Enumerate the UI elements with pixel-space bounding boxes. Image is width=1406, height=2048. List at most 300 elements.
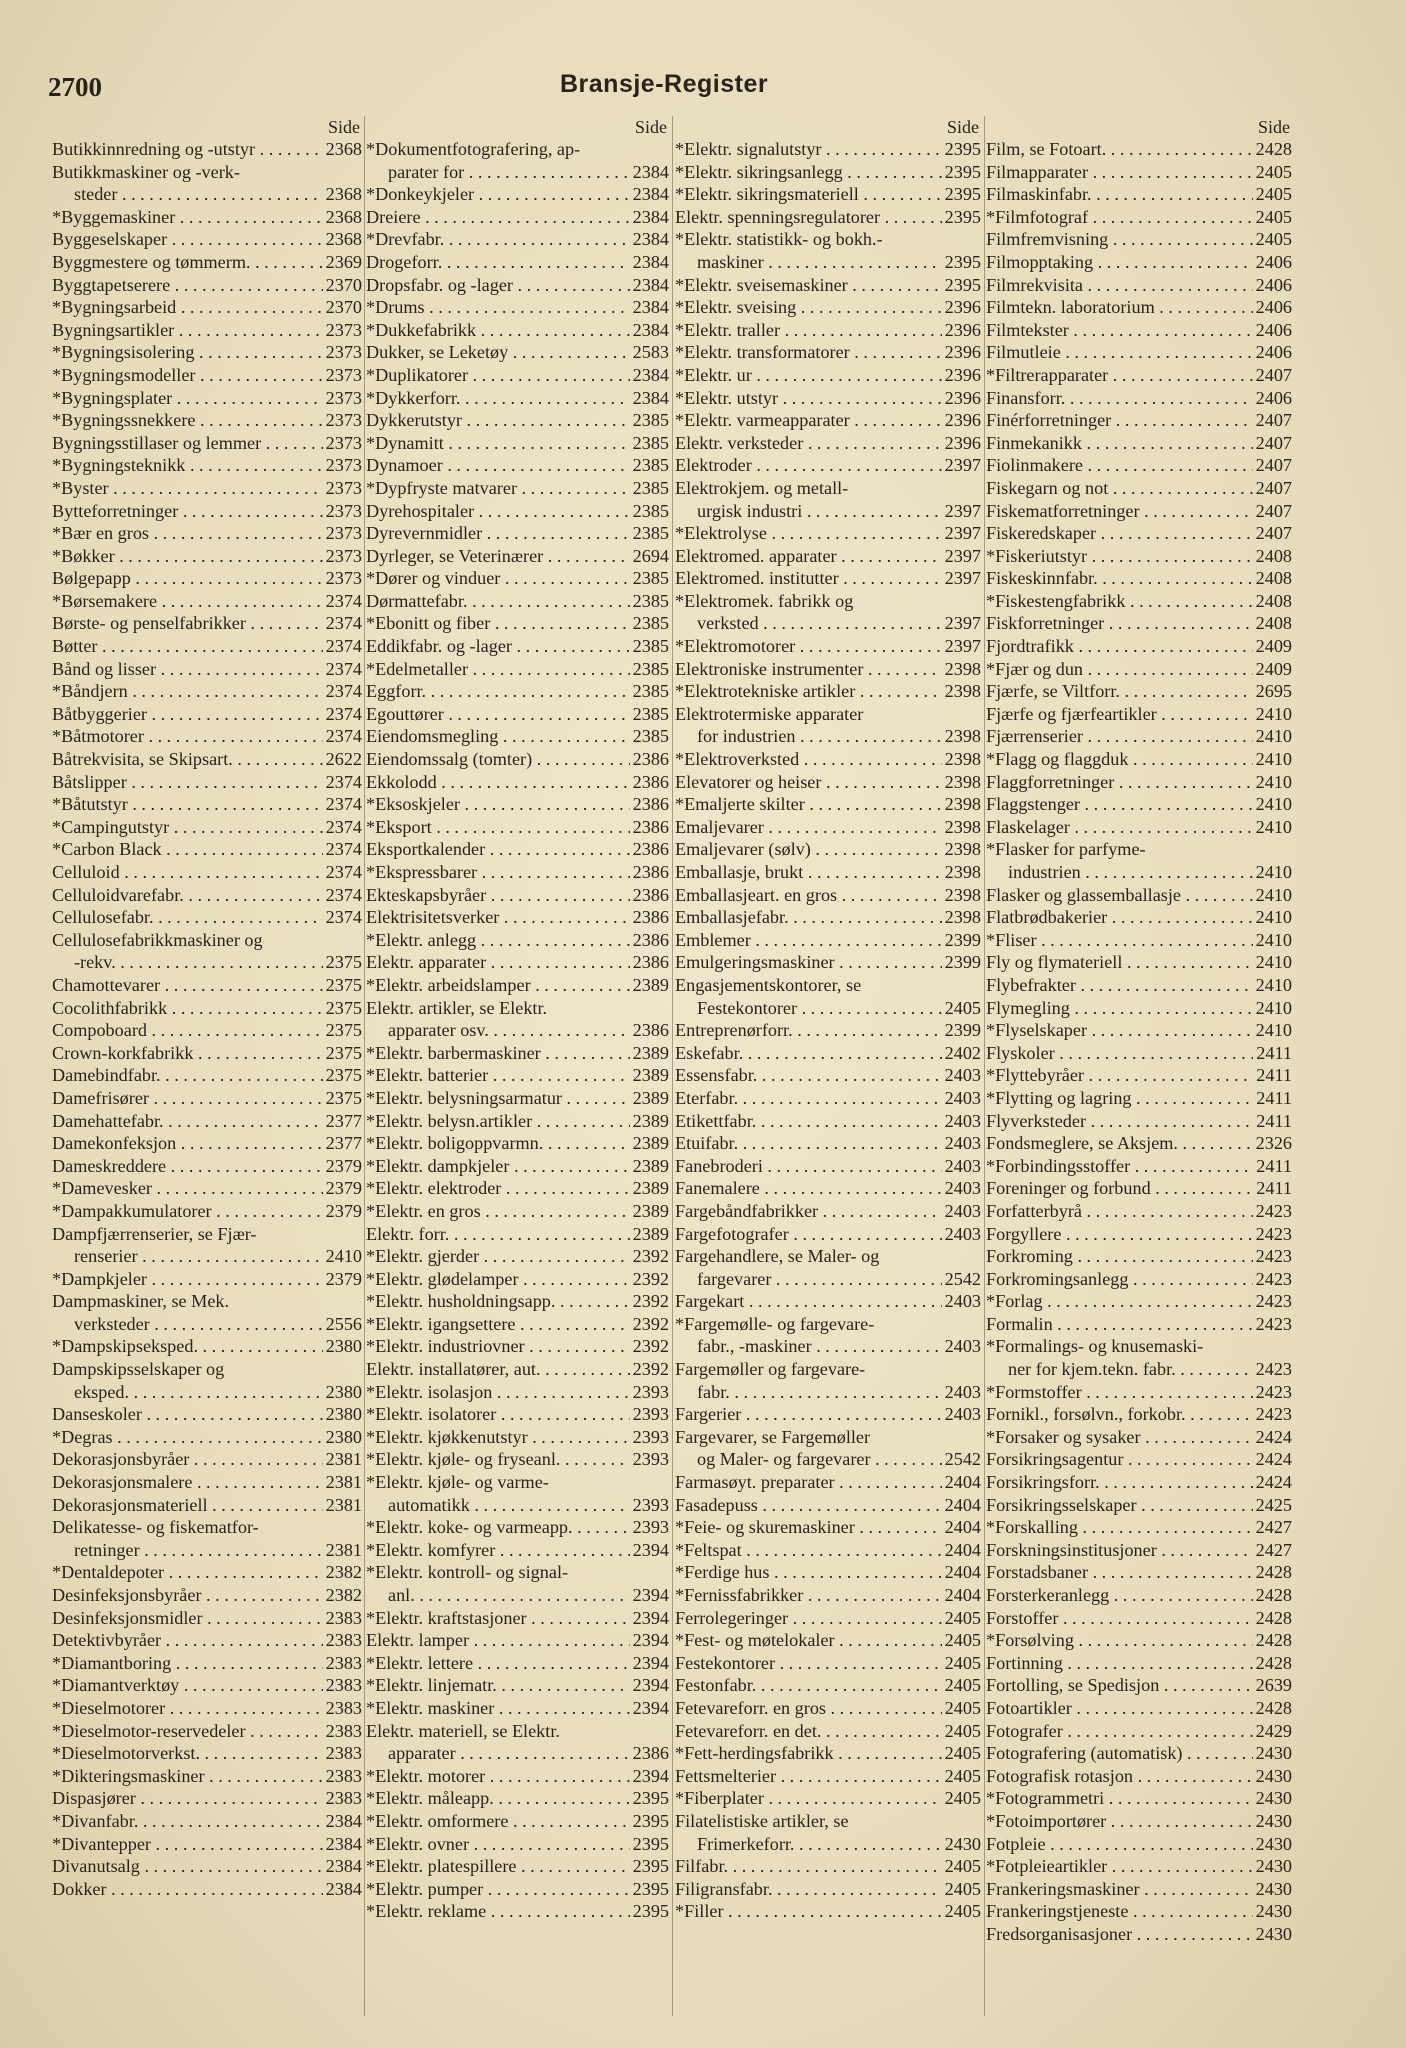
- index-entry: [986, 387, 1292, 410]
- entry-page: 2383: [325, 1720, 362, 1741]
- entry-page: 2405: [1255, 206, 1292, 227]
- entry-page: 2386: [632, 839, 669, 860]
- entry-name: Elektr. spenningsregulatorer . . .: [675, 206, 942, 229]
- entry-name: Fondsmeglere, se Aksjem. . . .: [986, 1132, 1253, 1155]
- entry-page: 2385: [632, 432, 669, 453]
- index-entry: [986, 1290, 1292, 1313]
- entry-page: 2368: [325, 139, 362, 159]
- index-entry: [52, 1426, 362, 1449]
- index-entry: [366, 612, 669, 635]
- entry-page: 2380: [325, 1426, 362, 1447]
- entry-name: *Elektr. koke- og varmeapp. . . .: [366, 1516, 630, 1539]
- entry-page: 2556: [325, 1313, 362, 1334]
- entry-name: *Elektromek. fabrikk og: [675, 590, 854, 611]
- index-entry: [366, 816, 669, 839]
- entry-page: 2423: [1255, 1200, 1292, 1221]
- entry-name: Dyrevernmidler . . .: [366, 522, 630, 545]
- entry-page: 2369: [325, 251, 362, 272]
- index-entry: [52, 906, 362, 929]
- entry-page: 2386: [632, 794, 669, 815]
- entry-page: 2395: [632, 1810, 669, 1831]
- entry-name: Emulgeringsmaskiner . . .: [675, 951, 942, 974]
- entry-page: 2542: [944, 1449, 981, 1470]
- entry-name: Bøtter . . .: [52, 635, 323, 658]
- entry-name: *Elektr. ovner . . .: [366, 1833, 630, 1856]
- entry-page: 2423: [1255, 1359, 1292, 1380]
- entry-page: 2428: [1255, 1607, 1292, 1628]
- side-column-header: Side: [327, 117, 360, 137]
- index-entry: [675, 658, 981, 681]
- index-entry: [986, 1810, 1292, 1833]
- index-entry: [986, 409, 1292, 432]
- entry-name: Etuifabr. . . .: [675, 1132, 942, 1155]
- entry-name: Fargerier . . .: [675, 1403, 942, 1426]
- index-entry: [52, 1403, 362, 1426]
- entry-page: 2374: [325, 907, 362, 928]
- index-entry: [52, 680, 362, 703]
- entry-page: 2403: [944, 1110, 981, 1131]
- entry-page: 2403: [944, 1200, 981, 1221]
- entry-name: Filmutleie . . .: [986, 341, 1253, 364]
- entry-name: *Elektr. batterier . . .: [366, 1064, 630, 1087]
- entry-name: *Ekspressbarer . . .: [366, 861, 630, 884]
- entry-name: Dispasjører . . .: [52, 1787, 323, 1810]
- entry-page: 2405: [944, 997, 981, 1018]
- index-entry: [675, 545, 981, 568]
- index-entry: [675, 364, 981, 387]
- entry-name: Fredsorganisasjoner . . .: [986, 1923, 1253, 1946]
- index-entry: [675, 1448, 981, 1471]
- entry-page: 2405: [1255, 184, 1292, 205]
- index-entry: [675, 138, 981, 161]
- index-entry: [52, 838, 362, 861]
- entry-name: *Feltspat . . .: [675, 1539, 942, 1562]
- entry-name: Cocolithfabrikk . . .: [52, 997, 323, 1020]
- index-entry: [366, 1855, 669, 1878]
- index-entry: [986, 635, 1292, 658]
- index-entry: [986, 1720, 1292, 1743]
- index-entry: [675, 477, 981, 500]
- entry-page: 2373: [325, 432, 362, 453]
- index-entry: [366, 1561, 669, 1584]
- entry-page: 2397: [944, 500, 981, 521]
- entry-name: *Elektr. omformere . . .: [366, 1810, 630, 1833]
- entry-name: Fortolling, se Spedisjon . . .: [986, 1674, 1253, 1697]
- index-entry: [366, 432, 669, 455]
- index-entry: [366, 1019, 669, 1042]
- entry-page: 2410: [1255, 884, 1292, 905]
- entry-page: 2370: [325, 274, 362, 295]
- index-entry: [675, 1720, 981, 1743]
- entry-page: 2386: [632, 929, 669, 950]
- index-entry: [675, 1426, 981, 1449]
- entry-name: *Eksport . . .: [366, 816, 630, 839]
- entry-name: *Elektr. belysn.artikler . . .: [366, 1110, 630, 1133]
- entry-name: Flyskoler . . .: [986, 1042, 1253, 1065]
- index-entry: [52, 500, 362, 523]
- entry-name: Bytteforretninger . . .: [52, 500, 323, 523]
- index-entry: [675, 793, 981, 816]
- entry-page: 2384: [632, 364, 669, 385]
- index-entry: [675, 1900, 981, 1923]
- index-entry: [675, 567, 981, 590]
- entry-name: *Elektr. barbermaskiner . . .: [366, 1042, 630, 1065]
- entry-page: 2385: [632, 636, 669, 657]
- entry-name: *Elektr. gjerder . . .: [366, 1245, 630, 1268]
- entry-page: 2428: [1255, 1652, 1292, 1673]
- entry-name: *Forsaker og sysaker . . .: [986, 1426, 1253, 1449]
- index-entry: [675, 341, 981, 364]
- index-entry: [986, 680, 1292, 703]
- index-entry: [366, 680, 669, 703]
- entry-name: *Dikteringsmaskiner . . .: [52, 1765, 323, 1788]
- index-entry: [675, 1833, 981, 1856]
- entry-page: 2394: [632, 1630, 669, 1651]
- entry-name: *Eksoskjeler . . .: [366, 793, 630, 816]
- index-entry: [675, 1539, 981, 1562]
- entry-name: Dropsfabr. og -lager . . .: [366, 274, 630, 297]
- entry-name: *Fernissfabrikker . . .: [675, 1584, 942, 1607]
- index-entry: [366, 138, 669, 161]
- index-entry: [986, 1042, 1292, 1065]
- entry-name: Festekontorer . . .: [675, 997, 942, 1020]
- entry-name: eksped. . . .: [52, 1381, 323, 1404]
- entry-page: 2409: [1255, 658, 1292, 679]
- entry-name: Dampskipsselskaper og: [52, 1359, 225, 1380]
- index-entry: [675, 1019, 981, 1042]
- index-entry: [52, 1787, 362, 1810]
- entry-page: 2398: [944, 658, 981, 679]
- index-entry: [52, 635, 362, 658]
- entry-name: Ekkolodd . . .: [366, 771, 630, 794]
- entry-page: 2423: [1255, 1223, 1292, 1244]
- entry-page: 2379: [325, 1155, 362, 1176]
- index-entry: [986, 545, 1292, 568]
- index-entry: [986, 183, 1292, 206]
- index-entry: [366, 1516, 669, 1539]
- index-entry: [986, 1787, 1292, 1810]
- entry-page: 2389: [632, 974, 669, 995]
- entry-page: 2404: [944, 1494, 981, 1515]
- index-entry: [366, 1697, 669, 1720]
- entry-page: 2385: [632, 703, 669, 724]
- entry-page: 2399: [944, 1020, 981, 1041]
- entry-page: 2374: [325, 703, 362, 724]
- index-entry: [675, 1200, 981, 1223]
- index-entry: [52, 1765, 362, 1788]
- entry-page: 2389: [632, 1065, 669, 1086]
- entry-name: Forstadsbaner . . .: [986, 1561, 1253, 1584]
- entry-page: 2386: [632, 884, 669, 905]
- entry-name: *Elektr. reklame . . .: [366, 1900, 630, 1923]
- index-entry: [986, 1223, 1292, 1246]
- index-entry: [986, 929, 1292, 952]
- entry-page: 2423: [1255, 1268, 1292, 1289]
- entry-page: 2381: [325, 1449, 362, 1470]
- entry-name: -rekv. . . .: [52, 951, 323, 974]
- index-entry: [675, 1358, 981, 1381]
- entry-page: 2386: [632, 816, 669, 837]
- index-entry: [366, 1110, 669, 1133]
- index-entry: [986, 1584, 1292, 1607]
- entry-page: 2405: [944, 1901, 981, 1922]
- index-entry: [366, 545, 669, 568]
- entry-name: Båtrekvisita, se Skipsart. . . .: [52, 748, 323, 771]
- entry-name: *Elektr. elektroder . . .: [366, 1177, 630, 1200]
- entry-name: *Elektr. kraftstasjoner . . .: [366, 1607, 630, 1630]
- index-entry: [986, 725, 1292, 748]
- index-entry: [675, 432, 981, 455]
- entry-name: *Fett-herdingsfabrikk . . .: [675, 1742, 942, 1765]
- index-entry: [675, 1290, 981, 1313]
- entry-page: 2430: [1255, 1765, 1292, 1786]
- index-entry: [986, 1177, 1292, 1200]
- entry-name: *Elektr. statistikk- og bokh.-: [675, 229, 883, 250]
- entry-page: 2430: [1255, 1901, 1292, 1922]
- entry-page: 2430: [1255, 1856, 1292, 1877]
- entry-name: *Elektr. pumper . . .: [366, 1878, 630, 1901]
- entry-name: Flaggforretninger . . .: [986, 771, 1253, 794]
- entry-name: *Flytting og lagring . . .: [986, 1087, 1253, 1110]
- entry-page: 2395: [632, 1856, 669, 1877]
- entry-name: Byggmestere og tømmerm. . . .: [52, 251, 323, 274]
- entry-name: *Dokumentfotografering, ap-: [366, 139, 581, 159]
- entry-name: *Byggemaskiner . . .: [52, 206, 323, 229]
- index-entry: [366, 1742, 669, 1765]
- column-divider: [672, 116, 673, 2016]
- entry-page: 2370: [325, 297, 362, 318]
- entry-name: *Forbindingsstoffer . . .: [986, 1155, 1253, 1178]
- index-entry: [986, 1426, 1292, 1449]
- entry-page: 2410: [1255, 1020, 1292, 1041]
- entry-name: *Fotoimportører . . .: [986, 1810, 1253, 1833]
- entry-name: Desinfeksjonsmidler . . .: [52, 1607, 323, 1630]
- entry-name: Finmekanikk . . .: [986, 432, 1253, 455]
- index-entry: [366, 974, 669, 997]
- entry-name: *Forskalling . . .: [986, 1516, 1253, 1539]
- entry-page: 2396: [944, 364, 981, 385]
- entry-page: 2403: [944, 1178, 981, 1199]
- entry-page: 2383: [325, 1607, 362, 1628]
- entry-page: 2396: [944, 342, 981, 363]
- entry-name: Eksportkalender . . .: [366, 838, 630, 861]
- page-title: Bransje-Register: [560, 70, 769, 98]
- entry-name: Etikettfabr. . . .: [675, 1110, 942, 1133]
- index-entry: [986, 1923, 1292, 1946]
- entry-name: Flaggstenger . . .: [986, 793, 1253, 816]
- entry-name: *Elektr. kjøle- og fryseanl. . . .: [366, 1448, 630, 1471]
- entry-name: Damekonfeksjon . . .: [52, 1132, 323, 1155]
- entry-page: 2384: [632, 229, 669, 250]
- entry-page: 2410: [1255, 952, 1292, 973]
- entry-name: Dokker . . .: [52, 1878, 323, 1901]
- entry-name: Dreiere . . .: [366, 206, 630, 229]
- entry-page: 2395: [944, 161, 981, 182]
- entry-page: 2399: [944, 929, 981, 950]
- entry-page: 2392: [632, 1291, 669, 1312]
- entry-page: 2409: [1255, 636, 1292, 657]
- entry-page: 2425: [1255, 1494, 1292, 1515]
- index-entry: [366, 748, 669, 771]
- entry-page: 2408: [1255, 545, 1292, 566]
- entry-name: *Bygningsteknikk . . .: [52, 454, 323, 477]
- entry-name: Fotografer . . .: [986, 1720, 1253, 1743]
- entry-name: *Dykkerforr. . . .: [366, 387, 630, 410]
- entry-page: 2373: [325, 500, 362, 521]
- entry-name: *Elektr. dampkjeler . . .: [366, 1155, 630, 1178]
- entry-name: *Edelmetaller . . .: [366, 658, 630, 681]
- entry-page: 2385: [632, 455, 669, 476]
- index-entry: [52, 161, 362, 184]
- entry-page: 2385: [632, 568, 669, 589]
- entry-page: 2394: [632, 1675, 669, 1696]
- entry-page: 2407: [1255, 500, 1292, 521]
- entry-name: *Formalings- og knusemaski-: [986, 1336, 1204, 1357]
- entry-page: 2394: [632, 1607, 669, 1628]
- entry-name: *Damevesker . . .: [52, 1177, 323, 1200]
- entry-page: 2411: [1256, 1110, 1292, 1131]
- entry-name: *Formstoffer . . .: [986, 1381, 1253, 1404]
- entry-page: 2423: [1255, 1313, 1292, 1334]
- entry-name: *Elektr. sveisemaskiner . . .: [675, 274, 942, 297]
- index-entry: [52, 319, 362, 342]
- entry-page: 2326: [1255, 1133, 1292, 1154]
- index-entry: [366, 1448, 669, 1471]
- index-entry: [986, 951, 1292, 974]
- entry-name: Fornikl., forsølvn., forkobr. . . .: [986, 1403, 1253, 1426]
- index-entry: [675, 635, 981, 658]
- index-entry: [986, 1629, 1292, 1652]
- index-entry: [366, 341, 669, 364]
- entry-page: 2403: [944, 1404, 981, 1425]
- index-entry: [52, 1313, 362, 1336]
- entry-page: 2384: [325, 1856, 362, 1877]
- entry-name: fabr. . . .: [675, 1381, 942, 1404]
- entry-page: 2423: [1255, 1404, 1292, 1425]
- index-entry: [675, 906, 981, 929]
- entry-name: *Elektr. sveising . . .: [675, 296, 942, 319]
- entry-page: 2403: [944, 1336, 981, 1357]
- page-number: 2700: [48, 72, 102, 102]
- index-entry: [675, 884, 981, 907]
- entry-name: Emballasje, brukt . . .: [675, 861, 942, 884]
- index-entry: [675, 929, 981, 952]
- entry-name: Forsikringsforr. . . .: [986, 1471, 1253, 1494]
- entry-page: 2398: [944, 794, 981, 815]
- entry-page: 2695: [1255, 681, 1292, 702]
- index-entry: [986, 1833, 1292, 1856]
- index-entry: [52, 1629, 362, 1652]
- index-entry: [366, 206, 669, 229]
- entry-name: *Fjær og dun . . .: [986, 658, 1253, 681]
- index-entry: [366, 1674, 669, 1697]
- entry-name: Forfatterbyrå . . .: [986, 1200, 1253, 1223]
- index-entry: [675, 1742, 981, 1765]
- entry-name: Essensfabr. . . .: [675, 1064, 942, 1087]
- index-entry: [986, 341, 1292, 364]
- entry-page: 2373: [325, 455, 362, 476]
- entry-page: 2405: [944, 1652, 981, 1673]
- entry-name: Dyrleger, se Veterinærer . . .: [366, 545, 630, 568]
- index-entry: [366, 567, 669, 590]
- index-entry: [675, 1132, 981, 1155]
- entry-name: Fiskeskinnfabr. . . .: [986, 567, 1253, 590]
- entry-page: 2405: [944, 1743, 981, 1764]
- index-entry: [675, 771, 981, 794]
- entry-page: 2404: [944, 1517, 981, 1538]
- entry-page: 2403: [944, 1223, 981, 1244]
- entry-name: *Dieselmotorverkst. . . .: [52, 1742, 323, 1765]
- entry-name: Forkromingsanlegg . . .: [986, 1268, 1253, 1291]
- entry-page: 2374: [325, 794, 362, 815]
- index-entry: [366, 1087, 669, 1110]
- index-entry: [986, 1471, 1292, 1494]
- entry-page: 2424: [1255, 1426, 1292, 1447]
- entry-page: 2427: [1255, 1539, 1292, 1560]
- entry-page: 2374: [325, 862, 362, 882]
- entry-page: 2374: [325, 681, 362, 702]
- index-entry: [366, 703, 669, 726]
- entry-page: 2386: [632, 907, 669, 928]
- index-entry: [675, 1087, 981, 1110]
- entry-page: 2377: [325, 1110, 362, 1131]
- entry-name: Fargefotografer . . .: [675, 1223, 942, 1246]
- entry-page: 2379: [325, 1178, 362, 1199]
- index-entry: [52, 1720, 362, 1743]
- index-entry: [675, 1110, 981, 1133]
- entry-name: Foreninger og forbund . . .: [986, 1177, 1253, 1200]
- index-entry: [986, 364, 1292, 387]
- entry-page: 2374: [325, 839, 362, 860]
- index-entry: [986, 1516, 1292, 1539]
- entry-name: Bånd og lisser . . .: [52, 658, 323, 681]
- index-entry: [366, 997, 669, 1020]
- index-entry: [366, 1471, 669, 1494]
- entry-name: *Elektr. industriovner . . .: [366, 1335, 630, 1358]
- entry-page: 2404: [944, 1585, 981, 1605]
- entry-name: *Fotogrammetri . . .: [986, 1787, 1253, 1810]
- entry-name: anl. . . .: [366, 1584, 630, 1607]
- index-entry: [366, 1539, 669, 1562]
- entry-page: 2392: [632, 1359, 669, 1380]
- index-entry: [52, 1878, 362, 1901]
- entry-name: Båtbyggerier . . .: [52, 703, 323, 726]
- entry-page: 2384: [632, 251, 669, 272]
- index-entry: [52, 861, 362, 884]
- entry-name: Fjærfe, se Viltforr. . . .: [986, 680, 1253, 703]
- index-entry: [675, 1878, 981, 1901]
- entry-page: 2639: [1255, 1675, 1292, 1696]
- entry-page: 2392: [632, 1336, 669, 1357]
- entry-name: Farmasøyt. preparater . . .: [675, 1471, 942, 1494]
- entry-page: 2694: [632, 545, 669, 566]
- index-entry: [675, 1629, 981, 1652]
- index-entry: [986, 1245, 1292, 1268]
- entry-page: 2395: [944, 184, 981, 205]
- entry-page: 2385: [632, 613, 669, 634]
- entry-name: *Fiskestengfabrikk . . .: [986, 590, 1253, 613]
- entry-name: Damehattefabr. . . .: [52, 1110, 323, 1133]
- entry-name: *Bøkker . . .: [52, 545, 323, 568]
- index-entry: [52, 1132, 362, 1155]
- entry-page: 2430: [1255, 1743, 1292, 1764]
- entry-page: 2423: [1255, 1291, 1292, 1312]
- entry-page: 2377: [325, 1133, 362, 1154]
- index-entry: [986, 1561, 1292, 1584]
- index-entry: [52, 1516, 362, 1539]
- entry-name: Fjærfe og fjærfeartikler . . .: [986, 703, 1253, 726]
- index-column-3: [675, 116, 981, 1923]
